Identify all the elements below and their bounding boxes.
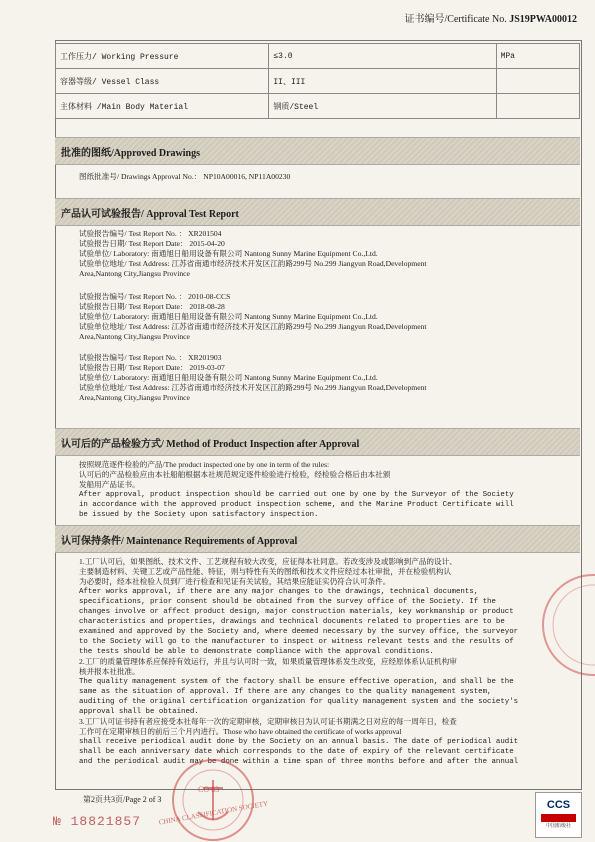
- text-line: 工作可在定期审核日的前后三个月内进行。Those who have obtained the certificate of works approval: [79, 727, 402, 736]
- report-lab: 试验单位/ Laboratory: 南通旭日船用设备有限公司 Nantong Sunny Marine Equipment Co.,Ltd.: [79, 373, 378, 382]
- prop-unit: [496, 69, 579, 94]
- text-line: 主要制造材料、关键工艺或产品性能、特征，则与特性有关的图纸和技术文件应经过本社审批，并在检验机构认: [79, 567, 452, 576]
- report-date: 试验报告日期/ Test Report Date： 2015-04-20: [79, 239, 225, 248]
- logo-text: CCS: [546, 799, 571, 811]
- text-line: 核并报本社批准。: [79, 667, 140, 676]
- section-approval-test-report: [55, 198, 580, 226]
- section-approved-drawings: [55, 137, 580, 165]
- prop-unit: [496, 94, 579, 119]
- text-line: 发船用产品证书。: [79, 480, 140, 489]
- text-line: 认可后的产品检验应由本社船舶根据本社规范规定逐件检验进行检验，经检验合格后由本社颁: [79, 470, 391, 479]
- text-line: The quality management system of the factory shall be ensure effective operation, and shall be the: [79, 678, 514, 686]
- stamp-code: CO 63: [198, 785, 220, 794]
- report-address: 试验单位地址/ Test Address: 江苏省南通市经济技术开发区江韵路299号 No.299 Jiangyun Road,Development: [79, 383, 427, 392]
- text-line: in accordance with the approved product inspection scheme, and the Marine Product Certificate will: [79, 501, 514, 509]
- report-address: 试验单位地址/ Test Address: 江苏省南通市经济技术开发区江韵路299号 No.299 Jiangyun Road,Development: [79, 259, 427, 268]
- ccs-anchor-stamp: [148, 752, 278, 842]
- table-row: [56, 94, 580, 119]
- report-address-cont: Area,Nantong City,Jiangsu Province: [79, 269, 190, 278]
- text-line: 3.工厂认可证书持有者应接受本社每年一次的定期审核，定期审核日为认可证书期满之日对应的每一周年日，检查: [79, 717, 457, 726]
- text-line: be issued by the Society upon satisfactory inspection.: [79, 511, 319, 519]
- prop-name: 容器等级/ Vessel Class: [56, 69, 269, 94]
- section-title: 批准的图纸/Approved Drawings: [61, 147, 200, 159]
- inspection-text: [79, 460, 569, 520]
- text-line: shall be each anniversary date which corresponds to the date of expiry of the relevant certificate: [79, 748, 514, 756]
- text-line: same as the situation of approval. If there are any changes to the quality management system,: [79, 688, 492, 696]
- report-no: 试验报告编号/ Test Report No. ： XR201504: [79, 229, 222, 238]
- section-title: 认可后的产品检验方式/ Method of Product Inspection after Approval: [61, 438, 360, 450]
- test-report-1: [79, 229, 569, 279]
- text-line: changes involve or affect product design, major construction materials, key workmanship or product: [79, 608, 514, 616]
- text-line: shall receive periodical audit done by the Society on an annual basis. The date of periodical audit: [79, 738, 519, 746]
- report-address: 试验单位地址/ Test Address: 江苏省南通市经济技术开发区江韵路299号 No.299 Jiangyun Road,Development: [79, 322, 427, 331]
- text-line: examined and approved by the Society and, where deemed necessary by the survey office, the surveyor: [79, 628, 519, 636]
- text-line: auditing of the original certification organization for quality management system and the society's: [79, 698, 519, 706]
- table-row: [56, 44, 580, 69]
- text-line: 2.工厂的质量管理体系应保持有效运行，并且与认可时一致，如果质量管理体系发生改变，应经原体系认证机构审: [79, 657, 457, 666]
- text-line: and the periodical audit may be done within a time span of three months before and after the annual: [79, 758, 519, 766]
- properties-table: [55, 43, 580, 119]
- prop-value: ≤3.0: [269, 44, 496, 69]
- table-row: [56, 69, 580, 94]
- text-line: approval shall be obtained.: [79, 708, 199, 716]
- prop-unit: MPa: [496, 44, 579, 69]
- certificate-number-header: [405, 10, 578, 25]
- logo-subtext: 中国船级社: [545, 823, 571, 829]
- text-line: specifications, prior consent should be obtained from the survey office of the Society. If the: [79, 598, 496, 606]
- text-line: 按照规范逐件检验的产品/The product inspected one by one in term of the rules:: [79, 460, 330, 469]
- section-maintenance-requirements: [55, 525, 580, 553]
- report-no: 试验报告编号/ Test Report No. ： XR201903: [79, 353, 222, 362]
- prop-name: 工作压力/ Working Pressure: [56, 44, 269, 69]
- report-date: 试验报告日期/ Test Report Date： 2019-03-07: [79, 363, 225, 372]
- text-line: characteristics and properties, drawings and technical documents related to properties are to be: [79, 618, 505, 626]
- test-report-3: [79, 353, 569, 403]
- section-inspection-method: [55, 428, 580, 456]
- text-line: the tests should be able to demonstrate compliance with the approval conditions.: [79, 648, 434, 656]
- drawings-approval-line: 图纸批准号/ Drawings Approval No.： NP10A00016, NP11A00230: [79, 172, 291, 181]
- serial-number: № 18821857: [53, 814, 142, 829]
- text-line: 1.工厂认可后，如果图纸、技术文件、工艺规程有较大改变，应征得本社同意。若改变涉及或影响到产品的设计、: [79, 557, 457, 566]
- cert-label: 证书编号/Certificate No.: [404, 14, 507, 25]
- report-address-cont: Area,Nantong City,Jiangsu Province: [79, 393, 190, 402]
- text-line: After works approval, if there are any major changes to the drawings, technical documents,: [79, 588, 479, 596]
- report-lab: 试验单位/ Laboratory: 南通旭日船用设备有限公司 Nantong Sunny Marine Equipment Co.,Ltd.: [79, 249, 378, 258]
- prop-value: II、III: [269, 69, 496, 94]
- ccs-logo: [535, 792, 582, 838]
- report-lab: 试验单位/ Laboratory: 南通旭日船用设备有限公司 Nantong Sunny Marine Equipment Co.,Ltd.: [79, 312, 378, 321]
- stamp-text: CHINA CLASSIFICATION SOCIETY: [158, 799, 269, 827]
- text-line: to the Society will go to the manufacturer to inspect or witness relevant tests and the results of: [79, 638, 514, 646]
- test-report-2: [79, 292, 569, 342]
- section-title: 认可保持条件/ Maintenance Requirements of Approval: [61, 535, 298, 547]
- logo-bar: [541, 814, 576, 822]
- text-line: After approval, product inspection should be carried out one by one by the Surveyor of the Society: [79, 491, 514, 499]
- section-title: 产品认可试验报告/ Approval Test Report: [61, 208, 239, 220]
- report-no: 试验报告编号/ Test Report No. ： 2010-08-CCS: [79, 292, 231, 301]
- edge-seal-stamp: [535, 570, 595, 680]
- report-date: 试验报告日期/ Test Report Date： 2018-08-28: [79, 302, 225, 311]
- text-line: 为必要时，经本社检验人员到厂进行检查和见证有关试验，其结果应能证实仍符合认可条件。: [79, 577, 391, 586]
- cert-number: JS19PWA00012: [509, 14, 577, 25]
- prop-name: 主体材料 /Main Body Material: [56, 94, 269, 119]
- prop-value: 钢质/Steel: [269, 94, 496, 119]
- report-address-cont: Area,Nantong City,Jiangsu Province: [79, 332, 190, 341]
- page-indicator: 第2页共3页/Page 2 of 3: [83, 795, 162, 804]
- maintenance-text: [79, 557, 574, 767]
